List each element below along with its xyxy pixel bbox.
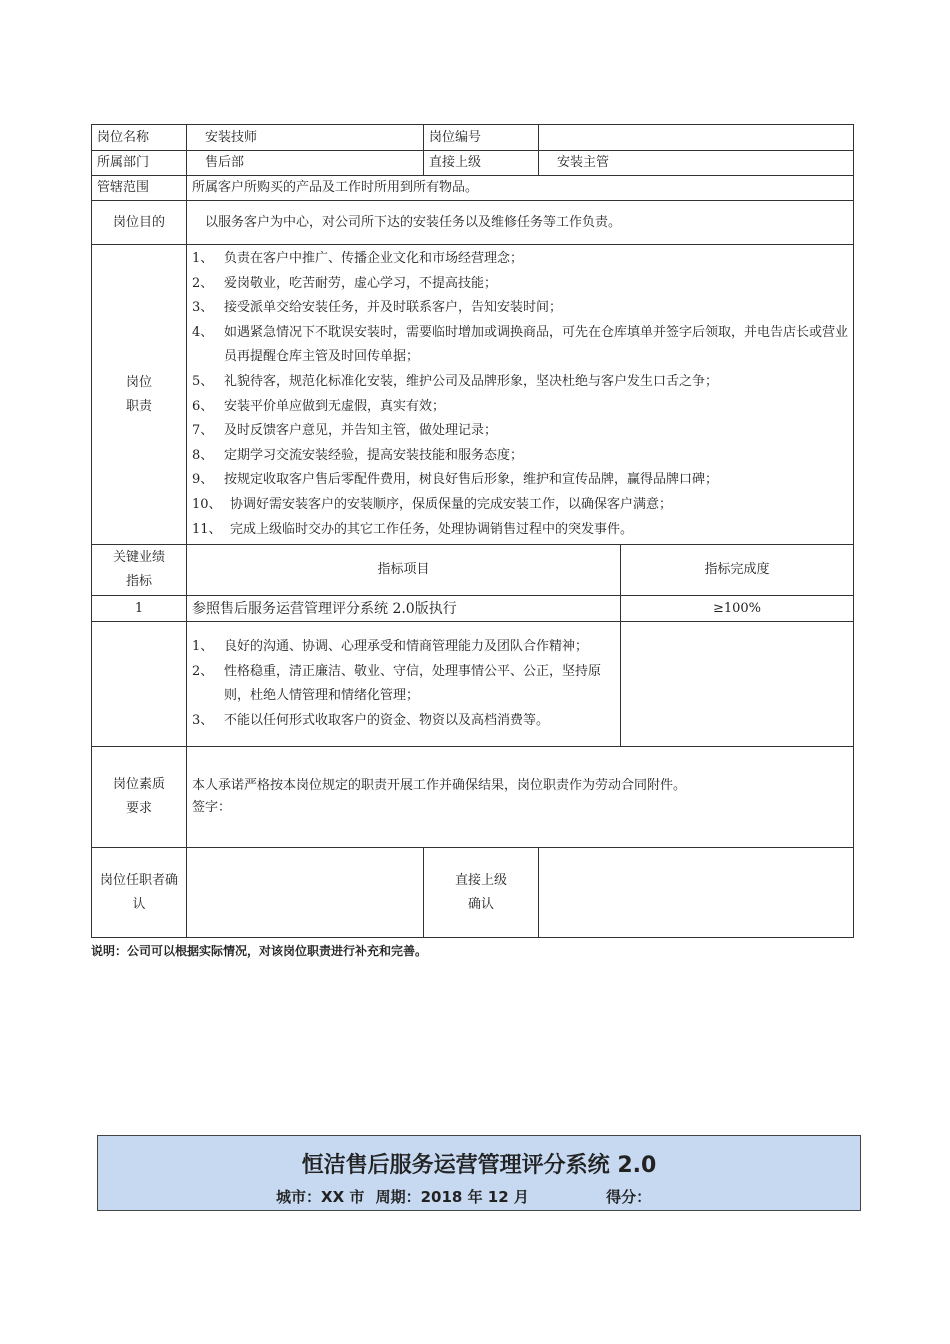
duty-item <box>192 493 848 518</box>
kpi-item: 参照售后服务运营管理评分系统 2.0版执行 <box>187 596 621 622</box>
row-position-name <box>92 125 854 151</box>
kpi-no: 1 <box>92 596 187 622</box>
duty-text: 如遇紧急情况下不耽误安装时，需要临时增加或调换商品，可先在仓库填单并签字后领取，并电告店长或营业员再提醒仓库主管及时回传单据； <box>224 324 849 365</box>
value-department: 售后部 <box>187 151 424 176</box>
duty-item <box>192 444 848 469</box>
row-commitment <box>92 747 854 848</box>
duty-item <box>192 296 848 321</box>
qualities-empty-cell <box>621 622 854 747</box>
kpi-completion: ≥100% <box>621 596 854 622</box>
label-superior-confirm <box>424 848 539 938</box>
duty-num: 1、 <box>192 251 214 266</box>
quality-num: 2、 <box>192 663 214 679</box>
kpi-row <box>92 596 854 622</box>
duty-item <box>192 419 848 444</box>
quality-text: 性格稳重，清正廉洁、敬业、守信，处理事情公平、公正，坚持原则，杜绝人情管理和情绪化管理； <box>224 663 602 704</box>
duty-num: 11、 <box>192 521 222 537</box>
duty-text: 定期学习交流安装经验，提高安装技能和服务态度； <box>224 447 524 463</box>
label-duties <box>92 245 187 545</box>
label-superior-confirm-line2: 确认 <box>467 896 494 912</box>
quality-item <box>192 635 615 660</box>
duty-num: 4、 <box>192 324 214 340</box>
label-kpi-line1: 关键业绩 <box>112 550 165 566</box>
duty-item <box>192 247 848 272</box>
banner-period: 周期：2018 年 12 月 <box>375 1188 529 1206</box>
duty-item <box>192 370 848 395</box>
superior-confirm-empty <box>539 848 854 938</box>
label-position-code: 岗位编号 <box>424 125 539 151</box>
duty-num: 5、 <box>192 373 214 389</box>
row-qualities <box>92 622 854 747</box>
banner-title: 恒洁售后服务运营管理评分系统 2.0 <box>301 1153 657 1178</box>
value-direct-superior: 安装主管 <box>539 151 854 176</box>
label-superior-confirm-line1: 直接上级 <box>454 872 507 888</box>
kpi-col-item: 指标项目 <box>187 545 621 596</box>
duty-text: 完成上级临时交办的其它工作任务，处理协调销售过程中的突发事件。 <box>230 521 634 537</box>
duty-text: 及时反馈客户意见，并告知主管，做处理记录； <box>224 423 498 439</box>
label-commitment-line1: 岗位素质 <box>112 777 165 793</box>
qualities-cell <box>187 622 621 747</box>
job-description-table <box>91 124 854 938</box>
duty-text: 礼貌待客，规范化标准化安装，维护公司及品牌形象，坚决杜绝与客户发生口舌之争； <box>224 373 719 389</box>
label-purpose: 岗位目的 <box>92 201 187 245</box>
label-kpi <box>92 545 187 596</box>
label-direct-superior: 直接上级 <box>424 151 539 176</box>
row-duties <box>92 245 854 545</box>
duty-text: 接受派单交给安装任务，并及时联系客户，告知安装时间； <box>224 300 563 316</box>
duty-num: 6、 <box>192 398 214 414</box>
duty-num: 8、 <box>192 447 214 463</box>
incumbent-confirm-empty <box>187 848 424 938</box>
quality-item <box>192 709 615 734</box>
qualities-list <box>192 632 615 736</box>
value-purpose: 以服务客户为中心，对公司所下达的安装任务以及维修任务等工作负责。 <box>187 201 854 245</box>
qualities-label-empty <box>92 622 187 747</box>
duty-num: 7、 <box>192 423 214 439</box>
commitment-cell <box>187 747 854 848</box>
label-incumbent-confirm-line1: 岗位任职者确 <box>99 872 178 888</box>
label-commitment-line2: 要求 <box>125 801 152 817</box>
duty-item <box>192 321 848 370</box>
value-position-name: 安装技师 <box>187 125 424 151</box>
footnote: 说明：公司可以根据实际情况，对该岗位职责进行补充和完善。 <box>91 944 428 958</box>
label-incumbent-confirm <box>92 848 187 938</box>
value-scope: 所属客户所购买的产品及工作时所用到所有物品。 <box>187 176 854 201</box>
kpi-col-completion: 指标完成度 <box>621 545 854 596</box>
value-position-code <box>539 125 854 151</box>
duty-num: 9、 <box>192 472 214 488</box>
duties-cell <box>187 245 854 545</box>
duty-item <box>192 518 848 543</box>
quality-item <box>192 660 615 709</box>
duty-num: 3、 <box>192 300 214 316</box>
label-kpi-line2: 指标 <box>125 574 152 590</box>
banner-city: 城市：XX 市 <box>276 1188 365 1206</box>
row-department <box>92 151 854 176</box>
label-duties-line2: 职责 <box>125 398 152 414</box>
banner-score: 得分： <box>606 1188 652 1206</box>
row-confirm <box>92 848 854 938</box>
row-kpi-header <box>92 545 854 596</box>
quality-text: 良好的沟通、协调、心理承受和情商管理能力及团队合作精神； <box>224 638 589 654</box>
duty-text: 按规定收取客户售后零配件费用，树良好售后形象，维护和宣传品牌，赢得品牌口碑； <box>224 472 719 488</box>
label-department: 所属部门 <box>92 151 187 176</box>
score-banner <box>97 1135 861 1211</box>
duty-num: 10、 <box>192 496 222 512</box>
duty-text: 爱岗敬业，吃苦耐劳，虚心学习，不提高技能； <box>224 275 498 291</box>
quality-text: 不能以任何形式收取客户的资金、物资以及高档消费等。 <box>224 712 550 728</box>
duty-item <box>192 468 848 493</box>
label-incumbent-confirm-line2: 认 <box>132 896 146 912</box>
quality-num: 1、 <box>192 638 214 654</box>
label-position-name: 岗位名称 <box>92 125 187 151</box>
duty-item <box>192 272 848 297</box>
duty-num: 2、 <box>192 275 214 291</box>
signature-label: 签字： <box>192 800 232 816</box>
quality-num: 3、 <box>192 712 214 728</box>
duty-text: 负责在客户中推广、传播企业文化和市场经营理念； <box>224 251 524 266</box>
row-scope <box>92 176 854 201</box>
commitment-text: 本人承诺严格按本岗位规定的职责开展工作并确保结果，岗位职责作为劳动合同附件。 <box>192 778 687 794</box>
duty-item <box>192 395 848 420</box>
duty-text: 安装平价单应做到无虚假，真实有效； <box>224 398 446 414</box>
duties-list <box>192 245 848 544</box>
label-scope: 管辖范围 <box>92 176 187 201</box>
duty-text: 协调好需安装客户的安装顺序，保质保量的完成安装工作，以确保客户满意； <box>230 496 673 512</box>
row-purpose <box>92 201 854 245</box>
label-duties-line1: 岗位 <box>125 374 152 390</box>
label-commitment <box>92 747 187 848</box>
banner-info-row <box>276 1186 657 1207</box>
